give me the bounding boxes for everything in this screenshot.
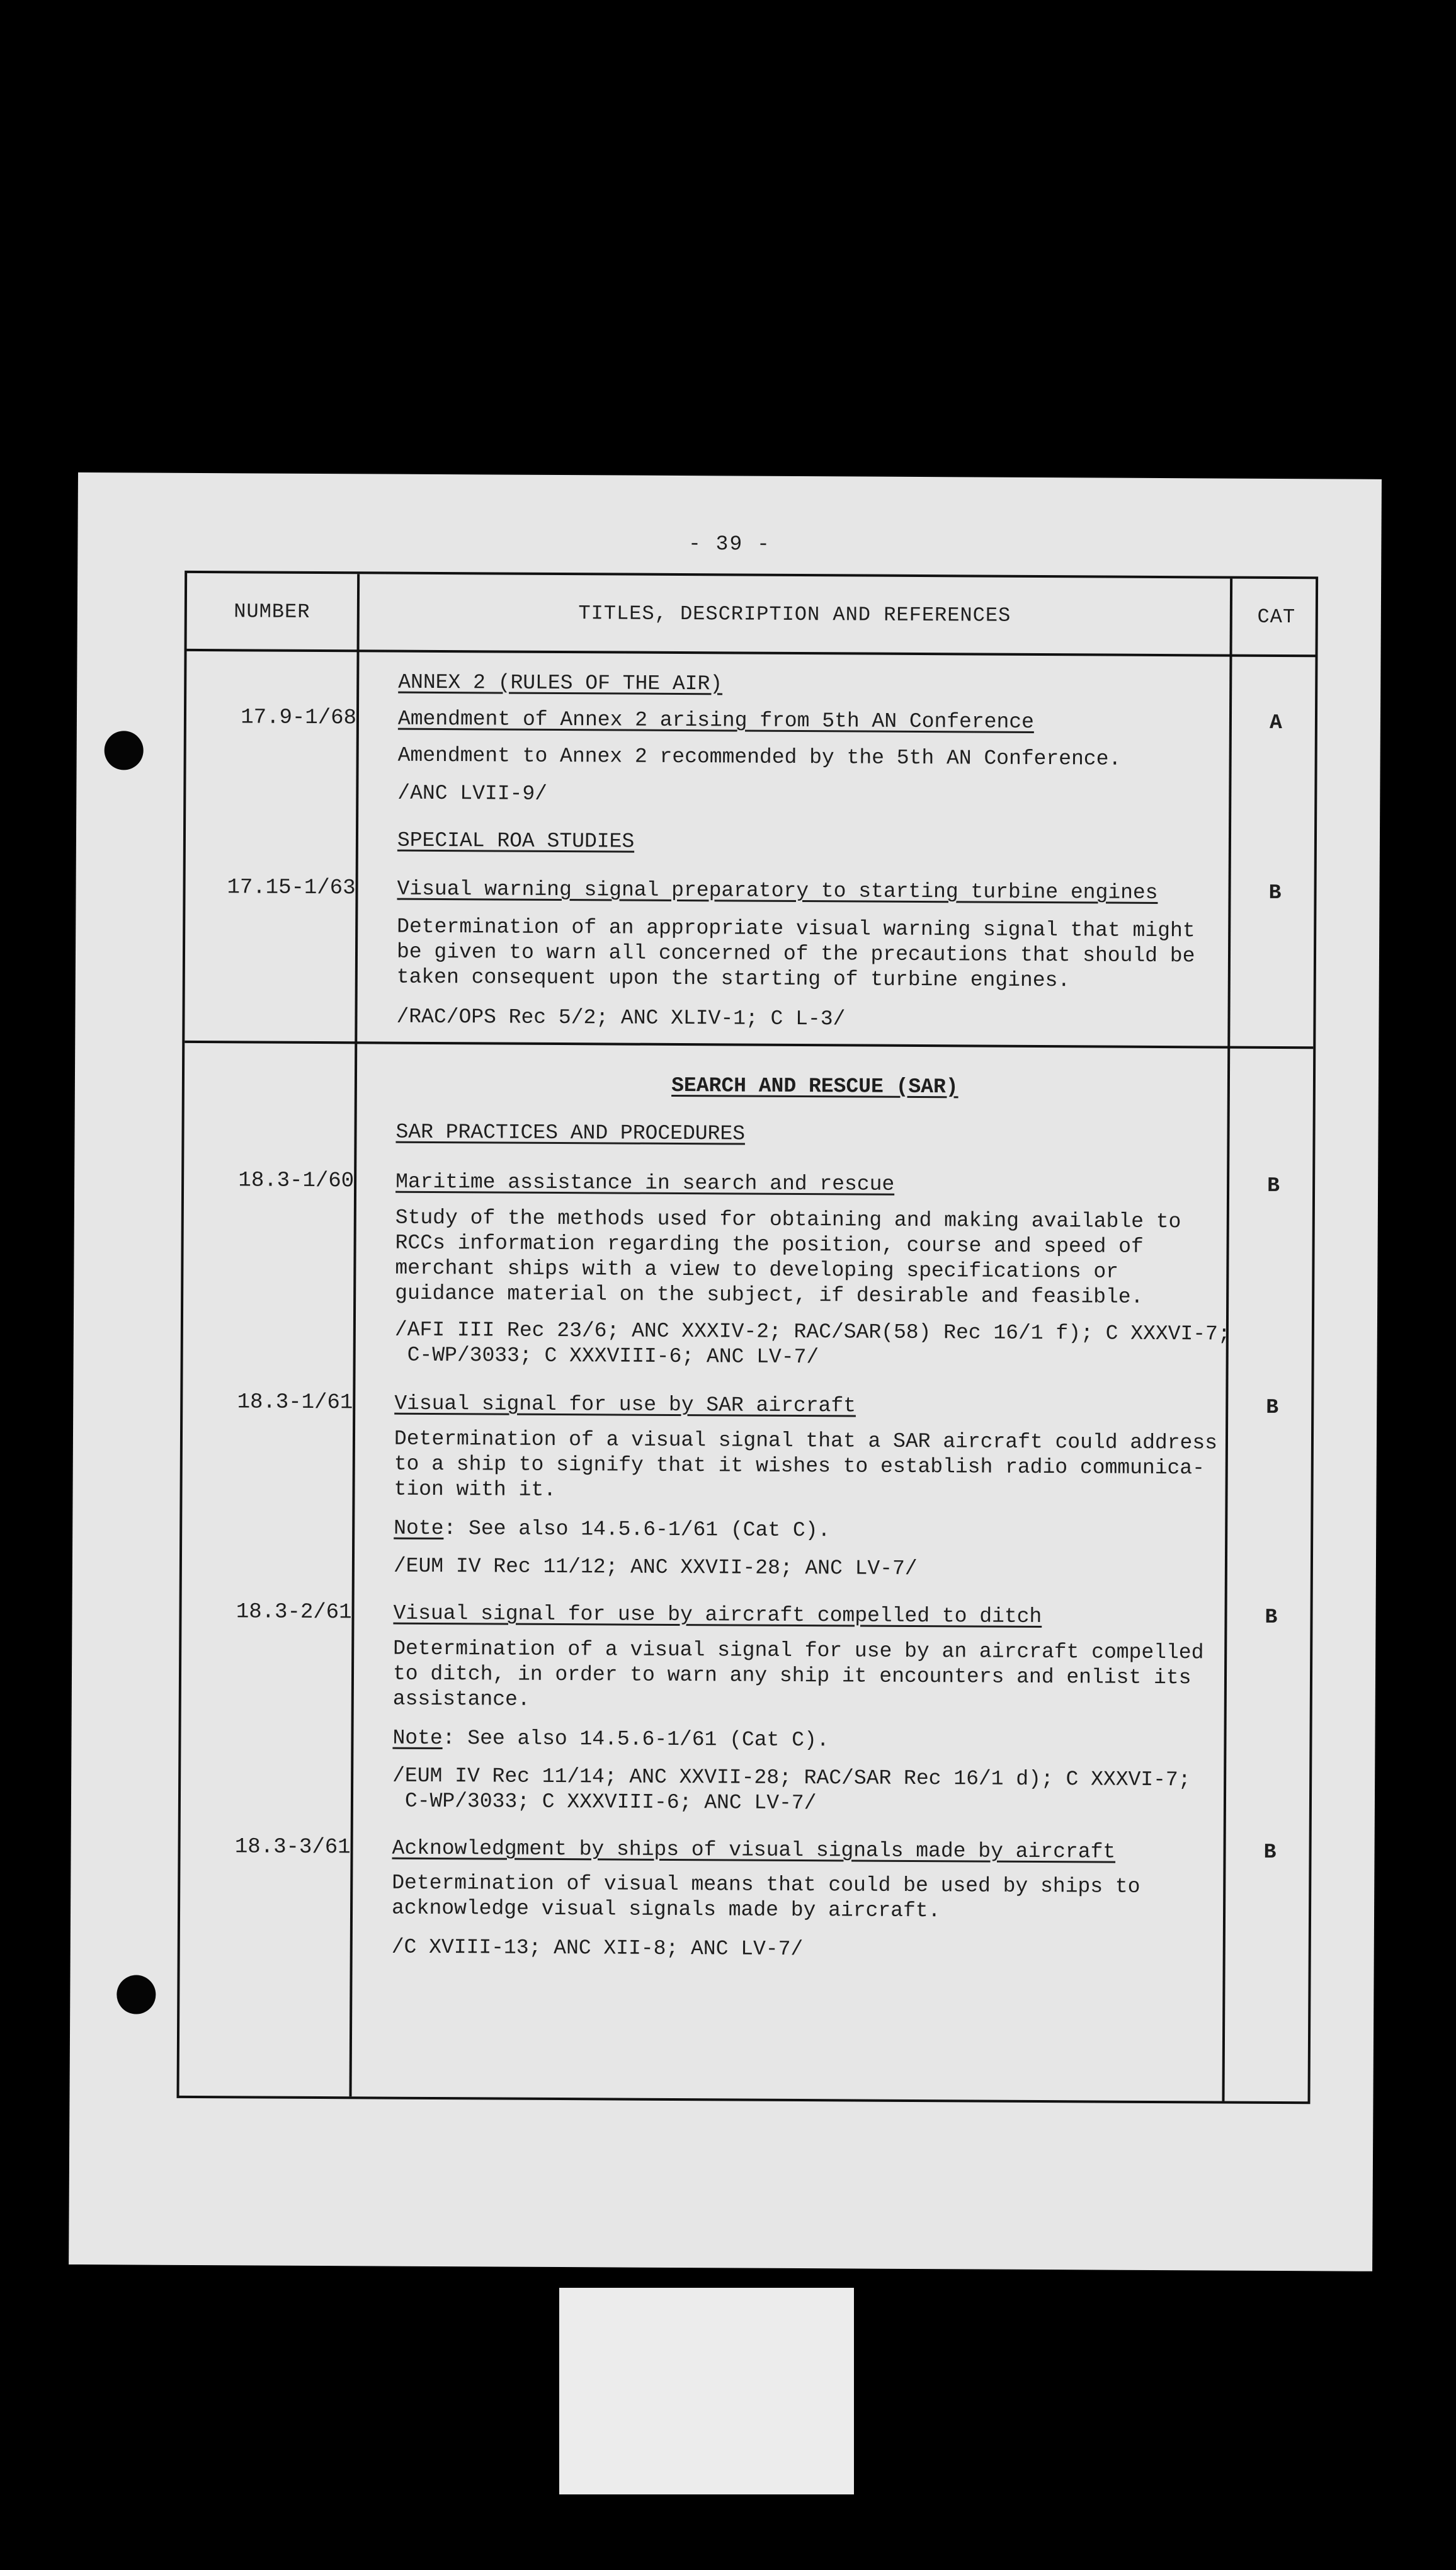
item-number: 17.15-1/63	[227, 876, 356, 901]
item-description-line: Study of the methods used for obtaining and making available to	[395, 1206, 1181, 1234]
item-number: 18.3-1/61	[237, 1390, 353, 1415]
column-divider	[350, 574, 360, 2096]
header-cat: CAT	[1257, 605, 1296, 629]
item-description: Amendment to Annex 2 recommended by the 5th AN Conference.	[397, 743, 1122, 771]
item-category: A	[1269, 711, 1282, 735]
subsection-heading: SAR PRACTICES AND PROCEDURES	[395, 1120, 746, 1146]
item-description-line: to ditch, in order to warn any ship it encounters and enlist its	[392, 1662, 1192, 1690]
item-number: 17.9-1/68	[241, 705, 357, 731]
item-title: Visual signal for use by aircraft compelled to ditch	[393, 1601, 1042, 1629]
item-description-line: Determination of a visual signal for use by an aircraft compelled	[393, 1636, 1204, 1665]
header-titles: TITLES, DESCRIPTION AND REFERENCES	[578, 601, 1011, 627]
item-description-line: taken consequent upon the starting of turbine engines.	[396, 965, 1071, 993]
section-heading: SEARCH AND RESCUE (SAR)	[671, 1073, 958, 1099]
item-description-line: RCCs information regarding the position, course and speed of	[395, 1231, 1144, 1259]
item-number: 18.3-1/60	[238, 1168, 355, 1194]
note-label: Note	[392, 1726, 443, 1750]
note-text: : See also 14.5.6-1/61 (Cat C).	[443, 1517, 831, 1543]
item-category: B	[1266, 1395, 1279, 1420]
item-description-line: Determination of visual means that could be used by ships to	[392, 1871, 1140, 1899]
punch-hole-bottom	[117, 1975, 156, 2014]
item-note	[392, 1726, 1230, 1756]
item-note	[394, 1516, 1231, 1546]
item-title: Acknowledgment by ships of visual signals made by aircraft	[392, 1836, 1116, 1864]
item-description-line: assistance.	[392, 1687, 530, 1711]
item-references-line: /AFI III Rec 23/6; ANC XXXIV-2; RAC/SAR(58) Rec 16/1 f); C XXXVI-7;	[394, 1318, 1231, 1346]
item-description-line: guidance material on the subject, if desirable and feasible.	[395, 1281, 1144, 1309]
section-heading: ANNEX 2 (RULES OF THE AIR)	[398, 670, 723, 696]
item-description-line: tion with it.	[394, 1477, 557, 1502]
item-references-line: /EUM IV Rec 11/14; ANC XXVII-28; RAC/SAR Rec 16/1 d); C XXXVI-7;	[392, 1764, 1191, 1792]
item-description-line: to a ship to signify that it wishes to establish radio communica-	[394, 1452, 1205, 1480]
item-references-line: C-WP/3033; C XXXVIII-6; ANC LV-7/	[404, 1789, 817, 1815]
page-number: - 39 -	[688, 532, 771, 556]
item-category: B	[1268, 881, 1282, 905]
note-text: : See also 14.5.6-1/61 (Cat C).	[442, 1727, 829, 1752]
section-heading: SPECIAL ROA STUDIES	[397, 828, 635, 854]
item-references: /RAC/OPS Rec 5/2; ANC XLIV-1; C L-3/	[396, 1005, 846, 1031]
item-references-line: C-WP/3033; C XXXVIII-6; ANC LV-7/	[407, 1343, 819, 1369]
item-category: B	[1265, 1605, 1278, 1629]
item-number: 18.3-3/61	[234, 1835, 351, 1860]
item-description-line: acknowledge visual signals made by aircraft.	[391, 1896, 941, 1923]
document-page	[69, 472, 1382, 2271]
item-description-line: Determination of a visual signal that a SAR aircraft could address	[394, 1427, 1218, 1455]
item-title: Maritime assistance in search and rescue	[395, 1170, 895, 1196]
item-title: Visual warning signal preparatory to starting turbine engines	[397, 877, 1158, 905]
item-title: Amendment of Annex 2 arising from 5th AN Conference	[397, 707, 1035, 734]
item-number: 18.3-2/61	[236, 1600, 352, 1625]
register-table	[176, 571, 1318, 2104]
section-rule	[185, 1041, 1313, 1049]
header-number: NUMBER	[234, 599, 310, 624]
blank-label-slip	[559, 2288, 854, 2494]
note-label: Note	[394, 1516, 444, 1541]
item-title: Visual signal for use by SAR aircraft	[394, 1391, 856, 1418]
item-references: /EUM IV Rec 11/12; ANC XXVII-28; ANC LV-7/	[393, 1554, 918, 1581]
item-references: /C XVIII-13; ANC XII-8; ANC LV-7/	[391, 1935, 804, 1962]
item-description-line: merchant ships with a view to developing specifications or	[395, 1256, 1119, 1284]
item-category: B	[1263, 1840, 1277, 1864]
item-references: /ANC LVII-9/	[397, 781, 548, 806]
item-description-line: Determination of an appropriate visual warning signal that might	[397, 915, 1195, 943]
item-category: B	[1267, 1174, 1280, 1198]
punch-hole-top	[105, 731, 144, 770]
item-description-line: be given to warn all concerned of the precautions that should be	[396, 940, 1195, 968]
